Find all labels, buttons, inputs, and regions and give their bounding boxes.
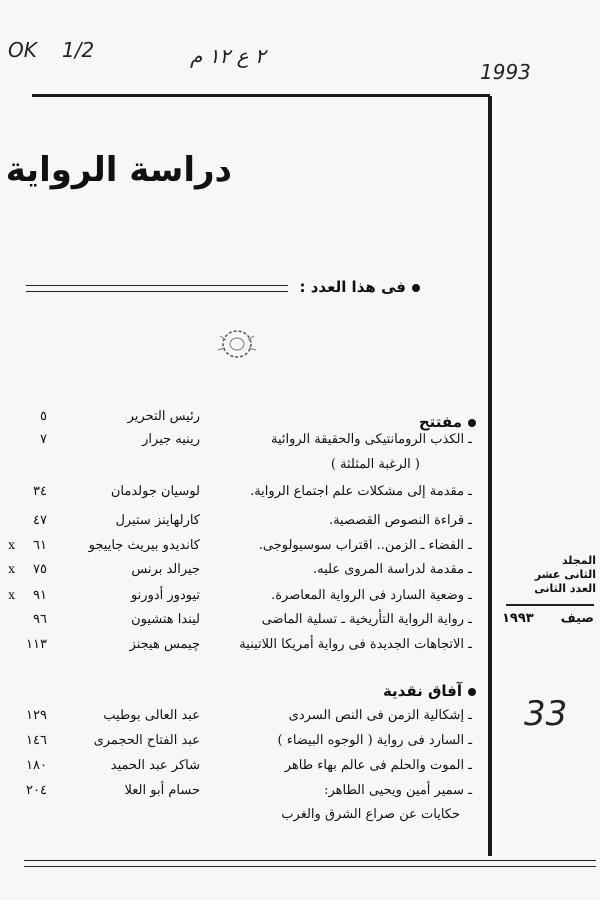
entry-page: ٩١ xyxy=(33,588,47,603)
toc-entry xyxy=(0,409,600,431)
toc-entry xyxy=(0,783,600,805)
bullet-icon xyxy=(468,688,476,696)
toc-entry xyxy=(0,432,600,454)
entry-title: ـ الموت والحلم فى عالم بهاء طاهر xyxy=(284,758,472,773)
season-year: ١٩٩٣ xyxy=(502,611,534,626)
entry-author: شاكر عبد الحميد xyxy=(110,758,200,773)
toc-entry xyxy=(0,807,600,829)
page-title: دراسة الرواية xyxy=(5,150,232,190)
toc-entry xyxy=(0,513,600,535)
entry-title: ـ مقدمة لدراسة المروى عليه. xyxy=(313,562,472,577)
toc-entry xyxy=(0,612,600,634)
entry-page: ٦١ xyxy=(33,538,47,553)
entry-page: ٧ xyxy=(40,432,47,447)
bullet-icon xyxy=(412,284,420,292)
entry-page: ٧٥ xyxy=(33,562,47,577)
entry-author: لوسيان جولدمان xyxy=(110,484,200,499)
entry-author: حسام أبو العلا xyxy=(124,783,200,798)
entry-author: كارلهاينز ستيرل xyxy=(115,513,200,528)
entry-page: ٤٧ xyxy=(33,513,47,528)
entry-title: ـ السارد فى رواية ( الوجوه البيضاء ) xyxy=(277,733,472,748)
entry-page: ٩٦ xyxy=(33,612,47,627)
entry-title: ـ إشكالية الزمن فى النص السردى xyxy=(288,708,472,723)
entry-mark: x xyxy=(8,588,15,602)
entry-title: ـ رواية الرواية التأريخية ـ تسلية الماضى xyxy=(261,612,472,627)
entry-title: ـ الكذب الرومانتيكى والحقيقة الروائية xyxy=(270,432,472,447)
entry-page: ٣٤ xyxy=(33,484,47,499)
entry-author: تيودور أدورنو xyxy=(130,588,200,603)
entry-author: كانديدو بيريث جاييجو xyxy=(88,538,200,553)
section-heading-opening: مفتتح xyxy=(419,413,476,431)
toc-entry xyxy=(0,733,600,755)
toc-entry xyxy=(0,708,600,730)
entry-mark: x xyxy=(8,538,15,552)
entry-page: ١٤٦ xyxy=(26,733,47,748)
entry-title: ـ وضعية السارد فى الرواية المعاصرة. xyxy=(271,588,472,603)
entry-author: رينيه جيرار xyxy=(142,432,200,447)
entry-page: ٥ xyxy=(40,409,47,424)
entry-mark: x xyxy=(8,562,15,576)
toc-entry xyxy=(0,758,600,780)
entry-author: عبد العالى بوطيب xyxy=(103,708,200,723)
handwritten-fraction: 1/2 xyxy=(62,38,95,62)
toc-entry xyxy=(0,457,600,479)
toc-entry xyxy=(0,637,600,659)
top-rule xyxy=(32,94,490,97)
entry-page: ١٢٩ xyxy=(26,708,47,723)
entry-title: ( الرغبة المثلثة ) xyxy=(330,457,420,472)
toc-entry xyxy=(0,484,600,506)
section-heading-critical-horizons: آفاق نقدية xyxy=(383,682,476,700)
handwritten-code: ٢ ع ١٢ م xyxy=(190,44,266,68)
entry-title: ـ الفضاء ـ الزمن.. اقتراب سوسيولوجى. xyxy=(258,538,472,553)
in-this-issue-heading: فى هذا العدد : xyxy=(300,278,420,296)
entry-page: ١١٣ xyxy=(26,637,47,652)
entry-author: ليندا هتشيون xyxy=(131,612,200,627)
entry-author: رئيس التحرير xyxy=(127,409,200,424)
entry-title: ـ مقدمة إلى مشكلات علم اجتماع الرواية. xyxy=(250,484,472,499)
volume-label: المجلد xyxy=(561,554,596,567)
entry-author: جيرالد برنس xyxy=(131,562,200,577)
entry-page: ١٨٠ xyxy=(26,758,47,773)
entry-title: ـ سمير أمين ويحيى الطاهر: xyxy=(324,783,472,798)
entry-author: چيمس هيجنز xyxy=(129,637,200,652)
bottom-double-rule xyxy=(24,860,596,867)
entry-author: عبد الفتاح الحجمرى xyxy=(93,733,200,748)
handwritten-year: 1993 xyxy=(480,60,531,84)
entry-title: حكايات عن صراع الشرق والغرب xyxy=(281,807,460,822)
toc-entry xyxy=(0,588,600,610)
entry-title: ـ قراءة النصوص القصصية. xyxy=(328,513,472,528)
toc-entry xyxy=(0,538,600,560)
entry-title: ـ الاتجاهات الجديدة فى رواية أمريكا اللاتينية xyxy=(239,637,472,652)
entry-page: ٢٠٤ xyxy=(26,783,47,798)
toc-entry xyxy=(0,562,600,584)
issue-number: العدد الثانى xyxy=(534,582,596,595)
handwritten-ok: OK xyxy=(8,38,37,62)
ornament-icon xyxy=(212,322,262,366)
volume-number: الثانى عشر xyxy=(534,568,596,581)
season-label: صيف xyxy=(560,611,594,626)
header-double-rule xyxy=(26,285,288,292)
handwritten-margin-number: 33 xyxy=(524,694,568,734)
